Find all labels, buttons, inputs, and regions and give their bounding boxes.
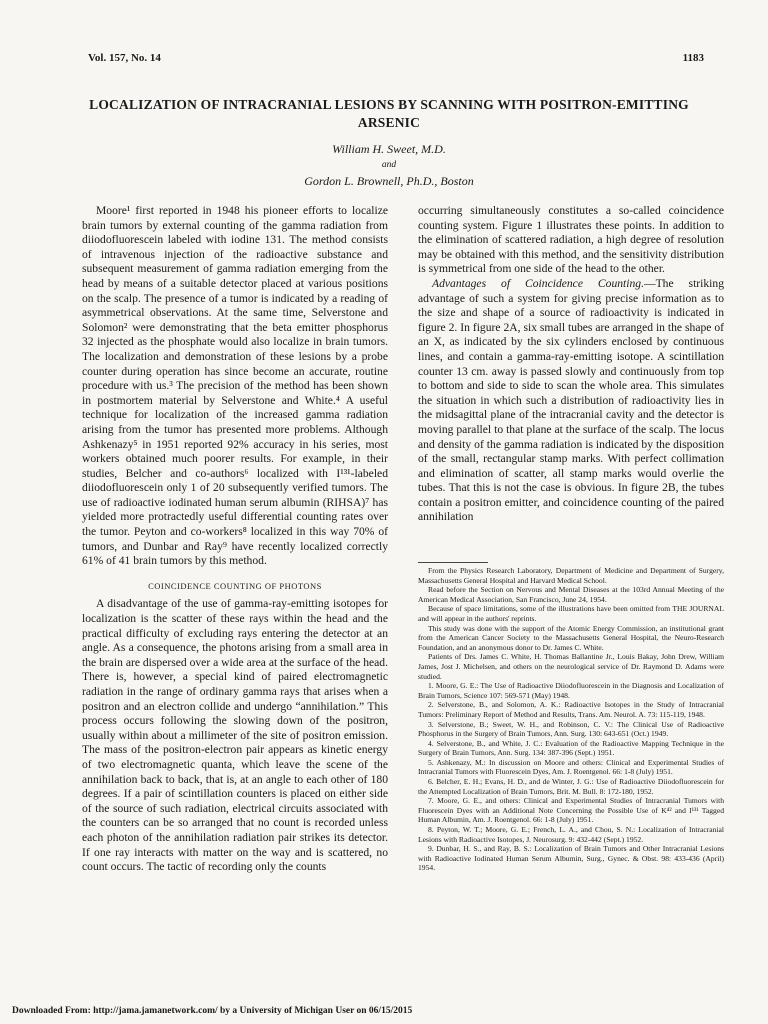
download-footer: Downloaded From: http://jama.jamanetwork.com/ by a University of Michigan User on 06/15/2015 <box>12 1006 413 1016</box>
footnote: Patients of Drs. James C. White, H. Thomas Ballantine Jr., Louis Bakay, John Drew, William James, Jost J. Michelsen, and others on the neurological service of Dr. Raymond D. Adams were studied. <box>418 652 724 681</box>
footnotes <box>418 566 724 873</box>
footnote-rule <box>418 562 488 563</box>
left-column <box>82 204 388 875</box>
reference: 2. Selverstone, B., and Solomon, A. K.: Radioactive Isotopes in the Study of Intracranial Tumors: Preliminary Report of Method and Results, Trans. Am. Neurol. A. 73: 115-119, 1948. <box>418 700 724 719</box>
footnote: This study was done with the support of the Atomic Energy Commission, an institutional grant from the American Cancer Society to the Massachusetts General Hospital, the Neuro-Research Foundation, and an anonymous donor to Dr. James C. White. <box>418 623 724 652</box>
right-column <box>418 204 724 525</box>
footnote: From the Physics Research Laboratory, Department of Medicine and Department of Surgery, Massachusetts General Hospital and Harvard Medical School. <box>418 566 724 585</box>
reference: 8. Peyton, W. T.; Moore, G. E.; French, L. A., and Chou, S. N.: Localization of Intracranial Lesions with Radioactive Isotopes, J. Neurosurg. 9: 432-442 (Sept.) 1952. <box>418 825 724 844</box>
author-2: Gordon L. Brownell, Ph.D., Boston <box>304 174 474 188</box>
footnote: Because of space limitations, some of the illustrations have been omitted from THE JOURNAL and will appear in the authors' reprints. <box>418 604 724 623</box>
paragraph-advantages <box>418 277 724 525</box>
paragraph-continued: occurring simultaneously constitutes a so-called coincidence counting system. Figure 1 illustrates these points. In addition to the elimination of scattered radiation, a high degree of resolution may be obtained with this method, and the sensitivity distribution is symmetrical from one side of the head to the other. <box>418 204 724 276</box>
subsection-lead: Advantages of Coincidence Counting. <box>432 276 644 290</box>
reference: 7. Moore, G. E., and others: Clinical and Experimental Studies of Intracranial Tumors with Fluorescein Dyes with an Additional Note Concerning the Possible Use of K⁴² and I¹³¹ Tagged Human Albumin, Am. J. Roentgenol. 66: 1-8 (July) 1951. <box>418 796 724 825</box>
footnote: Read before the Section on Nervous and Mental Diseases at the 103rd Annual Meeting of the American Medical Association, San Francisco, June 24, 1954. <box>418 585 724 604</box>
section-heading: COINCIDENCE COUNTING OF PHOTONS <box>148 580 322 591</box>
reference: 5. Ashkenazy, M.: In discussion on Moore and others: Clinical and Experimental Studies of Intracranial Tumors with Fluorescein Dyes, Am. J. Roentgenol. 66: 1-8 (July) 1951. <box>418 757 724 777</box>
reference: 9. Dunbar, H. S., and Ray, B. S.: Localization of Brain Tumors and Other Intracranial Lesions with Radioactive Iodinated Human Serum Albumin, Surg., Gynec. & Obst. 98: 433-436 (April) 1954. <box>418 844 724 873</box>
article-title: LOCALIZATION OF INTRACRANIAL LESIONS BY SCANNING WITH POSITRON-EMITTING ARSENIC <box>89 97 689 130</box>
paragraph-coincidence: A disadvantage of the use of gamma-ray-emitting isotopes for localization is the scatter of these rays within the head and the practical difficulty of excluding rays entering the detector at an angle. As a consequence, the photons arising from a small area in the brain are dispersed over a wide area at the surface of the head. There is, however, a special kind of paired electromagnetic radiation in the range of ordinary gamma rays that arises when a positron and an electron collide and undergo “annihilation.” This process occurs following the slowing down of the positron, usually within about a millimeter of the site of positron emission. The mass of the positron-electron pair appears as kinetic energy of two electromagnetic quanta, which leave the scene of the annihilation back to back, that is, at an angle to each other of 180 degrees. If a pair of scintillation counters is placed on either side of the source of such radiation, electrical circuits associated with the counters can be so arranged that no count is recorded unless each photon of the annihilation radiation pair strikes its detector. If one ray interacts with matter on the way and is scattered, no count occurs. The tactic of recording only the counts <box>82 597 388 874</box>
reference: 4. Selverstone, B., and White, J. C.: Evaluation of the Radioactive Mapping Technique in the Surgery of Brain Tumors, Ann. Surg. 134: 387-396 (Sept.) 1951. <box>418 738 724 758</box>
volume-issue: Vol. 157, No. 14 <box>88 52 161 64</box>
page-number: 1183 <box>682 52 704 64</box>
author-1: William H. Sweet, M.D. <box>332 142 446 156</box>
paragraph-advantages-text: —The striking advantage of such a system for giving precise information as to the size and shape of a source of radioactivity is indicated in figure 2. In figure 2A, six small tubes are arranged in the shape of an X, as indicated by the six cylinders enclosed by continuous lines, and contain a gamma-ray-emitting isotope. A scintillation counter 13 cm. away is passed slowly and continuously from top to bottom and side to side to scan the whole area. This simulates the situation in which such a distribution of radioactivity lies in the midsagittal plane of the intracranial cavity and the detector is moving parallel to that plane at the surface of the scalp. The locus and density of the gamma radiation is indicated by the disposition of the small, rectangular stamp marks. With perfect collimation and elimination of scatter, all stamp marks would overlie the tubes. That this is not the case is obvious. In figure 2B, the tubes contain a positron emitter, and coincidence counting of the paired annihilation <box>418 276 724 524</box>
paragraph-intro: Moore¹ first reported in 1948 his pioneer efforts to localize brain tumors by external counting of the gamma radiation from diiodofluorescein labeled with iodine 131. The method consists of intravenous injection of the radioactive substance and subsequent measurement of gamma radiation emerging from the head by means of a suitable detector placed at various positions on the scalp. The presence of a tumor is indicated by a reading of asymmetrical observations. At the same time, Selverstone and Solomon² were demonstrating that the beta emitter phosphorus 32 injected as the phosphate would also localize in brain tumors. The localization and demonstration of these lesions by a probe counter during operation has since become an accurate, routine procedure with us.³ The precision of the method has been shown in postmortem material by Selverstone and White.⁴ A useful technique for localization of the increased gamma radiation arising from the tumor has presented more problems. Although Ashkenazy⁵ in 1951 reported 92% accuracy in his series, most workers obtained much poorer results. For example, in their studies, Belcher and co-authors⁶ localized with I¹³¹-labeled diiodofluorescein only 1 of 20 subsequently verified tumors. The use of radioactive iodinated human serum albumin (RIHSA)⁷ has yielded more protractedly useful differential counting rates over the tumor. Peyton and co-workers⁸ localized in this way 70% of tumors, and Dunbar and Ray⁹ have recently localized correctly 61% of 41 brain tumors by this method. <box>82 204 388 568</box>
reference: 3. Selverstone, B.; Sweet, W. H., and Robinson, C. V.: The Clinical Use of Radioactive Phosphorus in the Surgery of Brain Tumors, Ann. Surg. 130: 643-651 (Oct.) 1949. <box>418 719 724 739</box>
reference: 1. Moore, G. E.: The Use of Radioactive Diiodofluorescein in the Diagnosis and Localization of Brain Tumors, Science 107: 569-571 (May) 1948. <box>418 681 724 700</box>
reference: 6. Belcher, E. H.; Evans, H. D., and de Winter, J. G.: Use of Radioactive Diiodofluorescein for the Attempted Localization of Brain Tumors, Brit. M. Bull. 8: 172-180, 1952. <box>418 777 724 796</box>
author-conjunction: and <box>381 160 397 170</box>
running-head <box>88 52 704 68</box>
